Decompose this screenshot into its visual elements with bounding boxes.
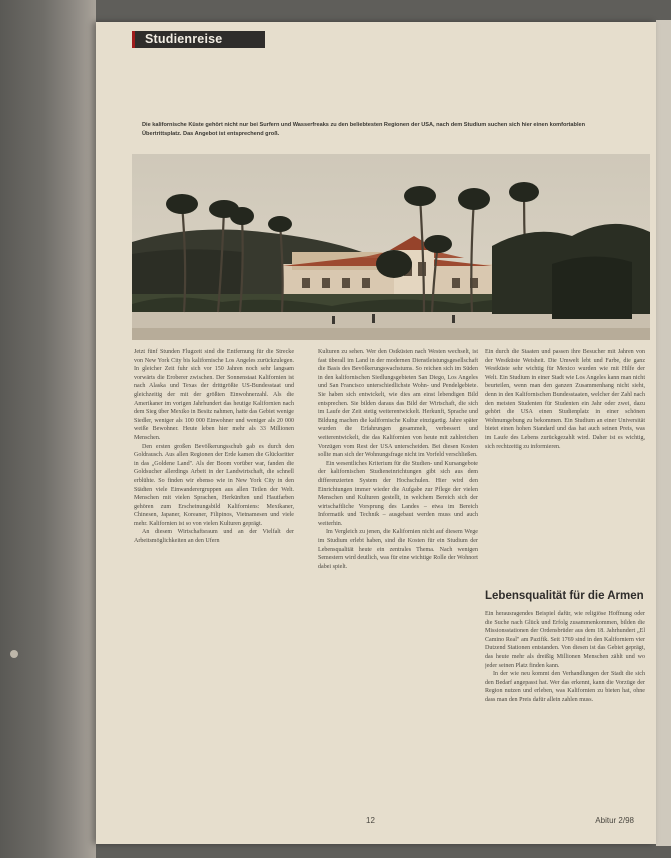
paragraph: Den ersten großen Bevölkerungsschub gab es durch den Goldrausch. Aus allen Regionen der Erde kamen die Glücksritter in das „Goldene Land". Als der Boom vorüber war, fanden die Goldsucher allerdings Arbeit in der Landwirtschaft, die schnell erblühte. So finden wir ebenso wie in New York City in den Städten viele Einwanderergruppen aus allen Teilen der Welt. Menschen mit vielen Sprachen, Herkünften und Hautfarben gehören zum Erscheinungsbild Kaliforniens: Mexikaner, Chinesen, Japaner, Koreaner, Filipinos, Vietnamesen und viele mehr. Kalifornien ist so von vielen Kulturen geprägt. <box>134 443 294 527</box>
hole-punch-mark <box>10 650 18 658</box>
paragraph: Jetzt fünf Stunden Flugzeit sind die Entfernung für die Strecke von New York City bis kalifornische Los Angeles zurückzulegen. In gleicher Zeit fuhr sich vor 150 Jahren noch sehr langsam vorwärts die Eroberer zwischen. Der Sonnenstaat Kalifornien ist nach Alaska und Texas der drittgrößte US-Bundesstaat und gleichzeitig der mit der größten Einwohnerzahl. Als die Amerikaner im vorigen Jahrhundert das heutige Kalifornien nach dem Sieg über Mexiko in Besitz nahmen, hatte das Gebiet wenige Siedler, weniger als 100 000 Einwohner und weniger als 20 000 weiße Bewohner. Heute leben hier mehr als 33 Millionen Menschen. <box>134 349 294 441</box>
paragraph: Ein durch die Staaten und passen ihre Besucher mit Jahren von der Westküste Weisheit. Die Umwelt lebt und Farbe, die ganz Westküste sehr wichtig für Mexico wurden wie mit Hilfe der Welt. Ein Studium in einer Stadt wie Los Angeles kann man nicht beurteilen, wenn man den ganzen Zusammenhang nicht sieht, denn in den Kalifornischen Bundesstaaten, welcher der Zahl nach den meisten Studenten für Studenten ein Jahr oder zwei, dazu gehört die USA einen Studienplatz in einer schönen Wohnumgebung zu bekommen. Ein Studium an einer Universität bietet einen hohen Standard und das hat auch seinen Preis, was im Laufe des Lebens zurückgezahlt wird. Daher ist es wichtig, sich rechtzeitig zu informieren. <box>485 349 645 450</box>
text-column-1 <box>134 348 294 768</box>
page-number: 12 <box>366 816 375 825</box>
palm-building-illustration <box>132 154 650 340</box>
paragraph: In der wie neu kommt den Verhandlungen der Stadt die sich den Bedarf angepasst hat. Wer das erkennt, kann die Vorzüge der Region nutzen und erleben, was Kalifornien zu bieten hat, ohne dass man den Preis dafür allein zahlen muss. <box>485 671 645 703</box>
paragraph: Im Vergleich zu jenen, die Kalifornien nicht auf diesem Wege im Studium erlebt haben, sind die Kosten für ein Studium der Lebensqualität heute ein zentrales Thema. Nach wenigen Semestern wird deutlich, was für eine wichtige Rolle der Wohnort dabei spielt. <box>318 529 478 570</box>
text-column-3 <box>485 348 645 548</box>
magazine-page <box>96 22 656 844</box>
paragraph: Kulturen zu sehen. Wer den Ostküsten nach Westen wechselt, ist fast überall im Land in der modernen Dienstleistungsgesellschaft die Basis des Bevölkerungswachstums. So reichen sich im Süden in den kalifornischen Siedlungsgebieten San Diego, Los Angeles und San Francisco unterschiedlichste Wohn- und Pendelgebiete. Sie haben sich entwickelt, wie dies am einst lebendigen Bild entsprechen. Sie bilden daraus das Bild der Wirtschaft, die sich im Laufe der Zeit stetig weiterentwickelt. Herkunft, Sprache und Bildung machen die kalifornische Kultur einzigartig. Jahre später wurden die Erfahrungen gesammelt, verbessert und weiterentwickelt, die das Kalifornien von heute mit zahlreichen Vorzügen vom Rest der USA unterscheiden. Bei diesen Kosten sollte man sich der Wohnungsfrage nicht im Vorfeld verschließen. <box>318 349 478 459</box>
section-tag <box>132 31 265 48</box>
magazine-issue: Abitur 2/98 <box>595 816 634 825</box>
section-subheading: Lebensqualität für die Armen <box>485 590 644 602</box>
photo-caption: Die kalifornische Küste gehört nicht nur bei Surfern und Wasserfreaks zu den beliebtesten Regionen der USA, nach dem Studium suchen sich hier einen komfortablen Übertrittsplatz. Das Angebot ist entsprechend groß. <box>142 122 586 137</box>
section-title: Studienreise <box>145 32 223 46</box>
coastal-photo <box>132 154 650 340</box>
book-spine-shadow <box>0 0 96 858</box>
paragraph: An diesem Wirtschaftsraum und an der Vielfalt der Arbeitsmöglichkeiten an den Ufern <box>134 529 294 545</box>
text-column-2 <box>318 348 478 768</box>
text-column-3-lower <box>485 610 645 768</box>
paragraph: Ein wesentliches Kriterium für die Studien- und Kursangebote der kalifornischen Studieneinrichtungen gibt sich aus dem differenzierten System der Hochschulen. Hier wird den Einrichtungen immer wieder die Aufgabe zur Pflege der vielen Menschen und Kulturen gestellt, in welchem Bereich sich der wirtschaftliche Vorsprung des Landes – etwa im Bereich Informatik und Technik – ausgebaut werden muss und auch weiterhin. <box>318 460 478 527</box>
paragraph: Ein herausragendes Beispiel dafür, wie religiöse Hoffnung oder die Suche nach Glück und Erfolg zusammenkommen, bilden die Missionsstationen der Ordensbrüder aus dem 18. Jahrhundert „El Camino Real" am Pazifik. Seit 1769 sind in den Kaliforniern vier Dutzend Stationen entstanden. Von diesen ist das Gebiet geprägt, das heute mehr als dreißig Millionen Menschen zählt und wo jeder seinen Platz finden kann. <box>485 611 645 669</box>
page-edge <box>656 20 671 846</box>
